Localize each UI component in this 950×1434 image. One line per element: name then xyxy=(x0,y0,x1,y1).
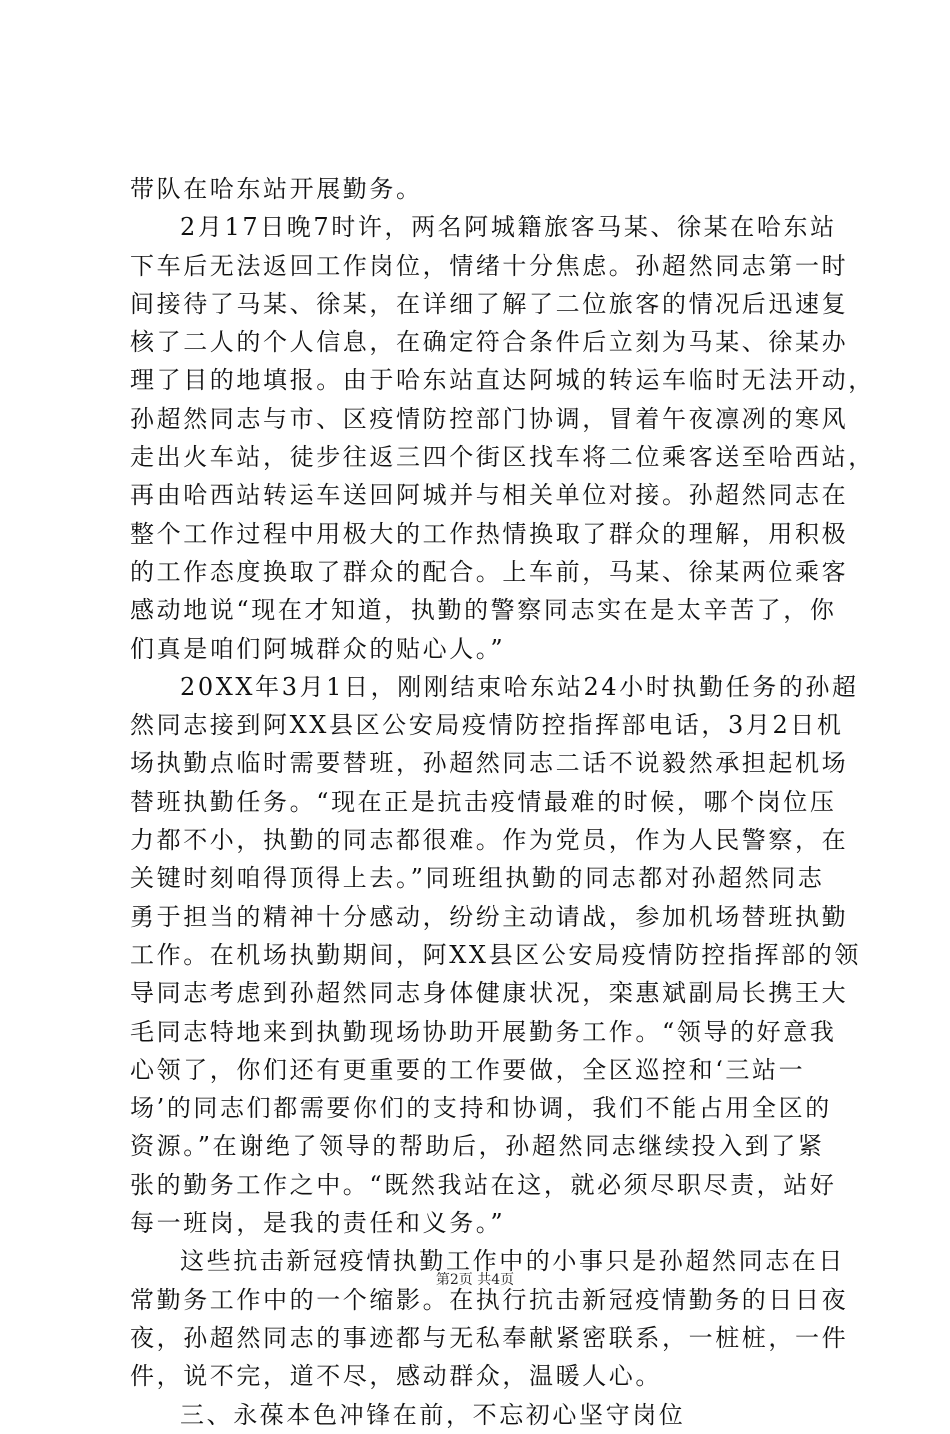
text-line: 关键时刻咱得顶得上去。”同班组执勤的同志都对孙超然同志 xyxy=(130,864,825,893)
text-line: 感动地说“现在才知道，执勤的警察同志实在是太辛苦了，你 xyxy=(130,596,837,625)
paragraph-start-line: 20XX年3月1日，刚刚结束哈东站24小时执勤任务的孙超 xyxy=(180,672,859,701)
body-text xyxy=(130,170,875,1434)
text-line: 心领了，你们还有更重要的工作要做，全区巡控和‘三站一 xyxy=(130,1055,806,1084)
text-line: 资源。”在谢绝了领导的帮助后，孙超然同志继续投入到了紧 xyxy=(130,1132,825,1161)
text-line: 件，说不完，道不尽，感动群众，温暖人心。 xyxy=(130,1362,662,1391)
text-line: 间接待了马某、徐某，在详细了解了二位旅客的情况后迅速复 xyxy=(130,289,849,318)
text-line: 场’的同志们都需要你们的支持和协调，我们不能占用全区的 xyxy=(130,1094,832,1123)
text-line: 孙超然同志与市、区疫情防控部门协调，冒着午夜凛冽的寒风 xyxy=(130,404,849,433)
page-number-label: 第2页 共4页 xyxy=(435,1272,515,1288)
text-line: 替班执勤任务。“现在正是抗击疫情最难的时候，哪个岗位压 xyxy=(130,787,837,816)
text-line: 导同志考虑到孙超然同志身体健康状况，栾惠斌副局长携王大 xyxy=(130,979,849,1008)
text-line: 再由哈西站转运车送回阿城并与相关单位对接。孙超然同志在 xyxy=(130,481,849,510)
text-line: 毛同志特地来到执勤现场协助开展勤务工作。“领导的好意我 xyxy=(130,1017,837,1046)
text-line: 核了二人的个人信息，在确定符合条件后立刻为马某、徐某办 xyxy=(130,328,849,357)
paragraph-start-line: 这些抗击新冠疫情执勤工作中的小事只是孙超然同志在日 xyxy=(180,1247,845,1276)
text-line: 整个工作过程中用极大的工作热情换取了群众的理解，用积极 xyxy=(130,519,849,548)
text-line: 工作。在机场执勤期间，阿XX县区公安局疫情防控指挥部的领 xyxy=(130,940,861,969)
text-line: 场执勤点临时需要替班，孙超然同志二话不说毅然承担起机场 xyxy=(130,749,849,778)
text-line: 夜，孙超然同志的事迹都与无私奉献紧密联系，一桩桩，一件 xyxy=(130,1323,849,1352)
text-line: 们真是咱们阿城群众的贴心人。” xyxy=(130,634,506,663)
text-line: 常勤务工作中的一个缩影。在执行抗击新冠疫情勤务的日日夜 xyxy=(130,1285,849,1314)
paragraph-start-line: 2月17日晚7时许，两名阿城籍旅客马某、徐某在哈东站 xyxy=(180,213,837,242)
text-line: 带队在哈东站开展勤务。 xyxy=(130,175,423,203)
text-line: 理了目的地填报。由于哈东站直达阿城的转运车临时无法开动， xyxy=(130,366,875,395)
text-line: 每一班岗，是我的责任和义务。” xyxy=(130,1209,506,1238)
text-line: 张的勤务工作之中。“既然我站在这，就必须尽职尽责，站好 xyxy=(130,1170,837,1199)
text-line: 下车后无法返回工作岗位，情绪十分焦虑。孙超然同志第一时 xyxy=(130,251,849,280)
section-heading: 三、永葆本色冲锋在前，不忘初心坚守岗位 xyxy=(180,1400,686,1429)
text-line: 然同志接到阿XX县区公安局疫情防控指挥部电话，3月2日机 xyxy=(130,711,844,740)
text-line: 走出火车站，徒步往返三四个街区找车将二位乘客送至哈西站， xyxy=(130,443,875,472)
text-line: 的工作态度换取了群众的配合。上车前，马某、徐某两位乘客 xyxy=(130,557,849,586)
page-footer xyxy=(0,1271,950,1289)
text-line: 力都不小，执勤的同志都很难。作为党员，作为人民警察，在 xyxy=(130,826,849,855)
text-line: 勇于担当的精神十分感动，纷纷主动请战，参加机场替班执勤 xyxy=(130,902,849,931)
